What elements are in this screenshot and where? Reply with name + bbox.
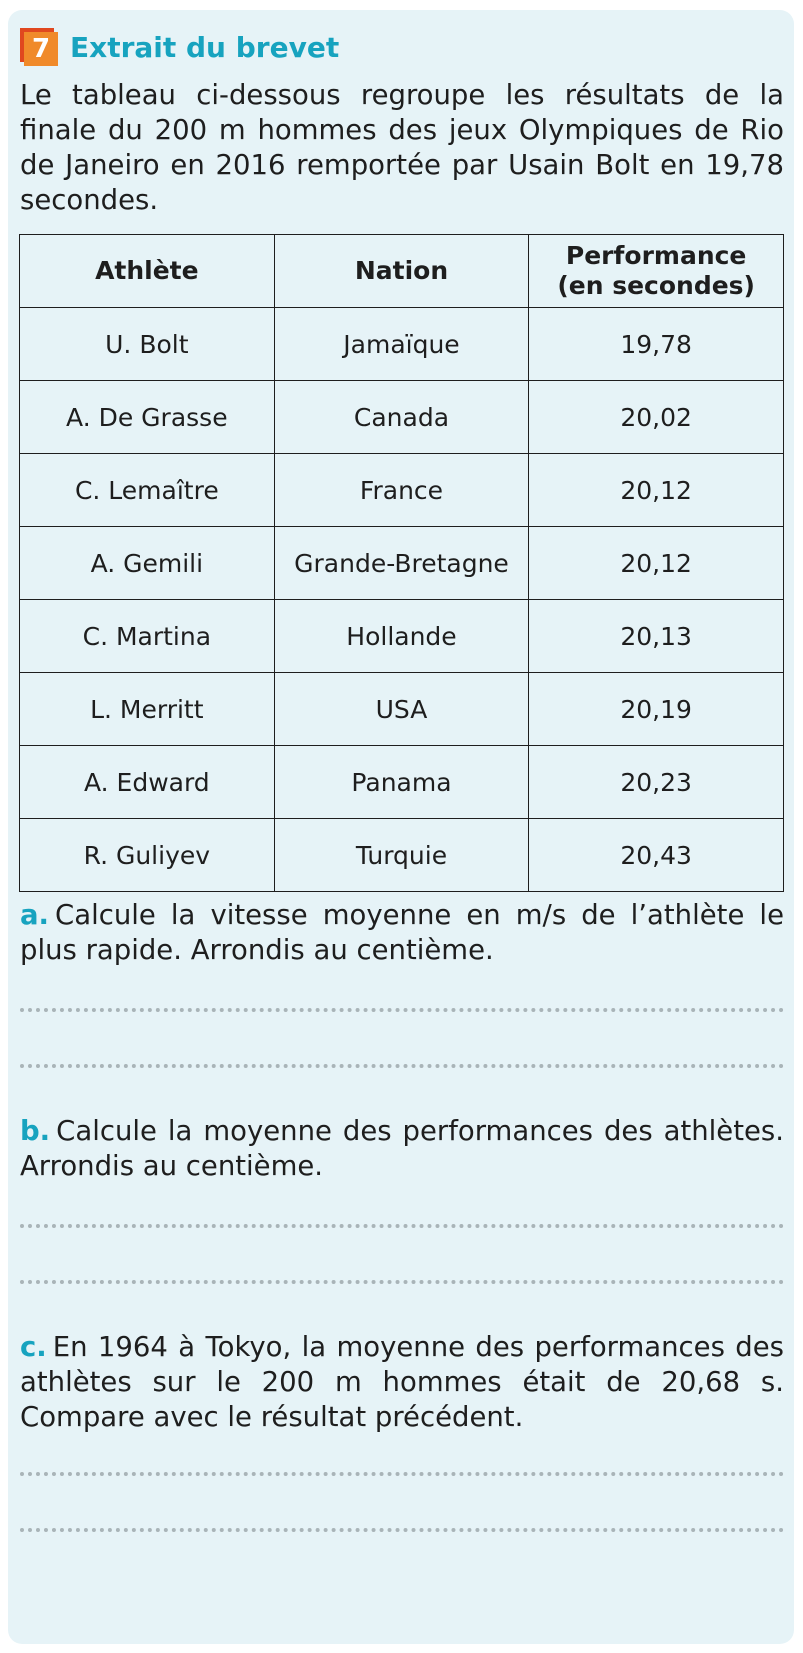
athlete-cell: A. Gemili bbox=[20, 527, 275, 600]
athlete-cell: A. De Grasse bbox=[20, 381, 275, 454]
table-row bbox=[20, 527, 784, 600]
nation-cell: Grande-Bretagne bbox=[274, 527, 529, 600]
performance-cell: 20,02 bbox=[529, 381, 784, 454]
answer-line[interactable] bbox=[20, 1472, 784, 1476]
performance-cell: 20,12 bbox=[529, 454, 784, 527]
performance-cell: 20,19 bbox=[529, 673, 784, 746]
table-row bbox=[20, 673, 784, 746]
question-b-letter: b. bbox=[20, 1115, 51, 1147]
answer-line[interactable] bbox=[20, 1008, 784, 1012]
question-a-letter: a. bbox=[20, 899, 50, 931]
nation-cell: USA bbox=[274, 673, 529, 746]
header-athlete: Athlète bbox=[20, 235, 275, 308]
header-nation: Nation bbox=[274, 235, 529, 308]
intro-text: Le tableau ci-dessous regroupe les résultats de la finale du 200 m hommes des jeux Olympiques de Rio de Janeiro en 2016 remportée par Usain Bolt en 19,78 secondes. bbox=[20, 79, 784, 216]
exercise-number: 7 bbox=[24, 32, 58, 66]
nation-cell: France bbox=[274, 454, 529, 527]
table-row bbox=[20, 381, 784, 454]
athlete-cell: C. Lemaître bbox=[20, 454, 275, 527]
question-c-letter: c. bbox=[20, 1331, 47, 1363]
exercise-number-badge bbox=[20, 28, 58, 66]
athlete-cell: C. Martina bbox=[20, 600, 275, 673]
header-performance: Performance (en secondes) bbox=[529, 235, 784, 308]
question-a-text: Calcule la vitesse moyenne en m/s de l’athlète le plus rapide. Arrondis au centième. bbox=[20, 899, 784, 966]
table-row bbox=[20, 600, 784, 673]
question-a bbox=[20, 898, 784, 968]
nation-cell: Jamaïque bbox=[274, 308, 529, 381]
table-row bbox=[20, 819, 784, 892]
athlete-cell: L. Merritt bbox=[20, 673, 275, 746]
question-b-text: Calcule la moyenne des performances des athlètes. Arrondis au centième. bbox=[20, 1115, 784, 1182]
results-table bbox=[19, 234, 784, 892]
nation-cell: Canada bbox=[274, 381, 529, 454]
question-c bbox=[20, 1330, 784, 1435]
answer-line[interactable] bbox=[20, 1280, 784, 1284]
table-row bbox=[20, 308, 784, 381]
performance-cell: 20,23 bbox=[529, 746, 784, 819]
nation-cell: Panama bbox=[274, 746, 529, 819]
performance-cell: 20,13 bbox=[529, 600, 784, 673]
answer-line[interactable] bbox=[20, 1064, 784, 1068]
nation-cell: Turquie bbox=[274, 819, 529, 892]
table-row bbox=[20, 746, 784, 819]
exercise-title: Extrait du brevet bbox=[70, 30, 340, 64]
answer-line[interactable] bbox=[20, 1224, 784, 1228]
question-c-text: En 1964 à Tokyo, la moyenne des performances des athlètes sur le 200 m hommes était de 20,68 s. Compare avec le résultat précédent. bbox=[20, 1331, 784, 1433]
question-b bbox=[20, 1114, 784, 1184]
performance-cell: 19,78 bbox=[529, 308, 784, 381]
performance-cell: 20,12 bbox=[529, 527, 784, 600]
table-header-row bbox=[20, 235, 784, 308]
table-row bbox=[20, 454, 784, 527]
athlete-cell: A. Edward bbox=[20, 746, 275, 819]
athlete-cell: R. Guliyev bbox=[20, 819, 275, 892]
exercise-header bbox=[20, 25, 339, 69]
answer-line[interactable] bbox=[20, 1528, 784, 1532]
athlete-cell: U. Bolt bbox=[20, 308, 275, 381]
performance-cell: 20,43 bbox=[529, 819, 784, 892]
nation-cell: Hollande bbox=[274, 600, 529, 673]
